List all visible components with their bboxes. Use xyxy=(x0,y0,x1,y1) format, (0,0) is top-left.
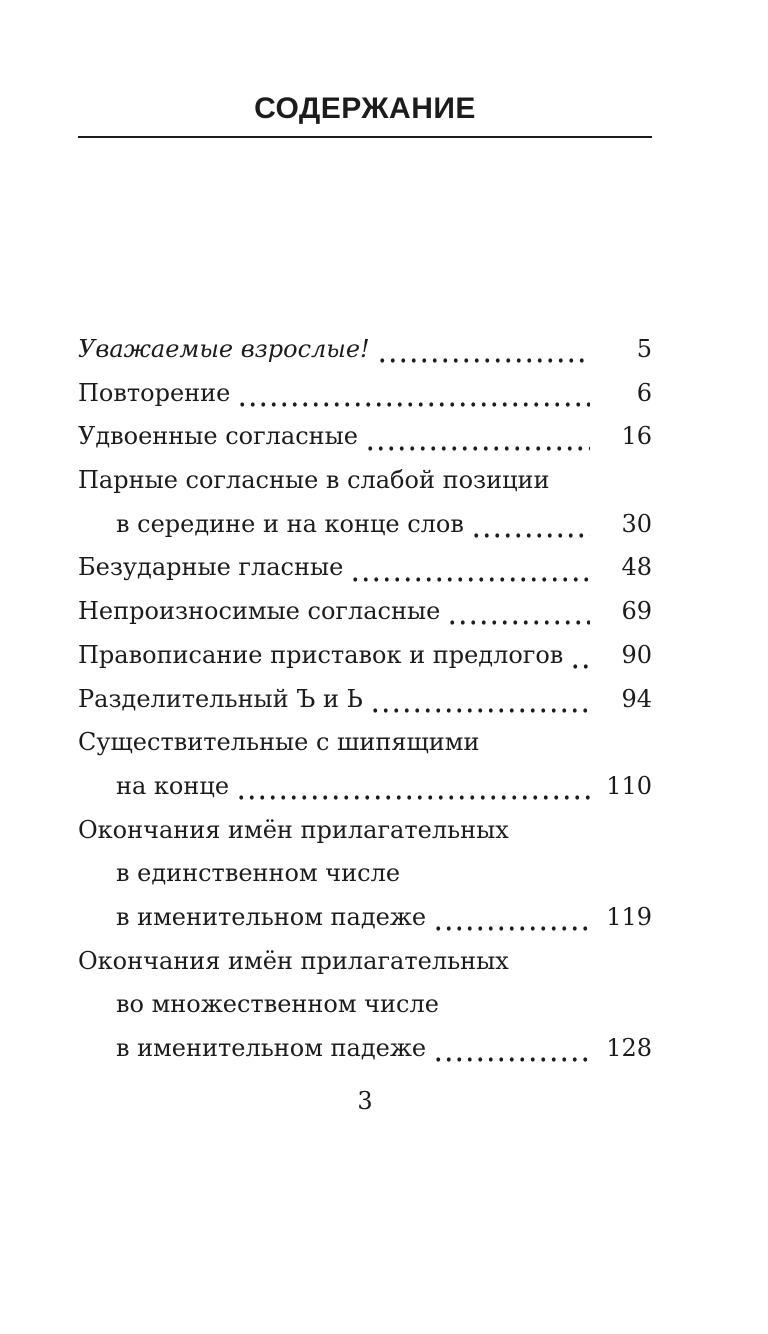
toc-entry-title: Парные согласные в слабой позиции xyxy=(78,466,550,495)
toc-entry-page: 90 xyxy=(621,640,652,669)
toc-entry-line xyxy=(78,546,652,590)
toc-entry-title: в именительном падеже xyxy=(116,1034,427,1062)
toc-entry-title: в единственном числе xyxy=(116,859,401,888)
dot-leader xyxy=(433,1027,590,1071)
toc-entry-title: Окончания имён прилагательных xyxy=(78,815,509,844)
dot-leader xyxy=(237,372,590,416)
toc-entry-title: на конце xyxy=(116,771,230,800)
toc-entry-line xyxy=(78,721,652,765)
toc-entry-page: 5 xyxy=(636,335,652,363)
toc-entry-line xyxy=(78,503,652,547)
dot-leader xyxy=(350,546,590,590)
toc-page xyxy=(78,93,652,1115)
toc-entry-page: 94 xyxy=(621,684,652,713)
dot-leader xyxy=(570,634,590,678)
toc-entry-page: 6 xyxy=(636,378,652,407)
toc-entry-page: 16 xyxy=(621,422,652,451)
toc-entry-title: в середине и на конце слов xyxy=(116,509,464,538)
toc-entry-title: Удвоенные согласные xyxy=(78,422,358,451)
toc-entry-line xyxy=(78,415,652,459)
toc-entry-line xyxy=(78,896,652,940)
toc-entry-title: Безударные гласные xyxy=(78,553,344,582)
dot-leader xyxy=(370,678,590,722)
toc-entry-page: 30 xyxy=(621,509,652,538)
toc-entry-title: Уважаемые взрослые! xyxy=(78,335,370,363)
toc-entry-title: в именительном падеже xyxy=(116,902,427,931)
dot-leader xyxy=(365,415,590,459)
toc-entry-line xyxy=(78,328,652,372)
toc-entry-title: во множественном числе xyxy=(116,990,439,1019)
toc-title: СОДЕРЖАНИЕ xyxy=(254,92,476,125)
toc-entry-line xyxy=(78,372,652,416)
toc-entry-page: 119 xyxy=(606,902,652,931)
dot-leader xyxy=(377,328,590,372)
toc-entry-page: 128 xyxy=(606,1034,652,1062)
toc-entry-line xyxy=(78,983,652,1027)
dot-leader xyxy=(447,590,590,634)
toc-entry-page: 110 xyxy=(606,771,652,800)
toc-list xyxy=(78,328,652,1071)
toc-entry-line xyxy=(78,852,652,896)
toc-entry-line xyxy=(78,590,652,634)
toc-entry-page: 48 xyxy=(621,553,652,582)
toc-entry-line xyxy=(78,1027,652,1071)
toc-entry-line xyxy=(78,809,652,853)
toc-entry-title: Непроизносимые согласные xyxy=(78,597,441,626)
header-rule xyxy=(78,136,652,138)
toc-entry-title: Повторение xyxy=(78,378,231,407)
toc-entry-title: Окончания имён прилагательных xyxy=(78,946,509,975)
toc-entry-title: Существительные с шипящими xyxy=(78,728,480,757)
toc-entry-line xyxy=(78,459,652,503)
dot-leader xyxy=(433,896,590,940)
toc-entry-line xyxy=(78,678,652,722)
toc-entry-line xyxy=(78,765,652,809)
toc-entry-title: Правописание приставок и предлогов xyxy=(78,640,564,669)
toc-entry-page: 69 xyxy=(621,597,652,626)
dot-leader xyxy=(471,503,590,547)
toc-entry-line xyxy=(78,634,652,678)
toc-entry-line xyxy=(78,940,652,984)
dot-leader xyxy=(236,765,590,809)
toc-entry-title: Разделительный Ъ и Ь xyxy=(78,684,363,713)
page-number: 3 xyxy=(357,1086,373,1115)
